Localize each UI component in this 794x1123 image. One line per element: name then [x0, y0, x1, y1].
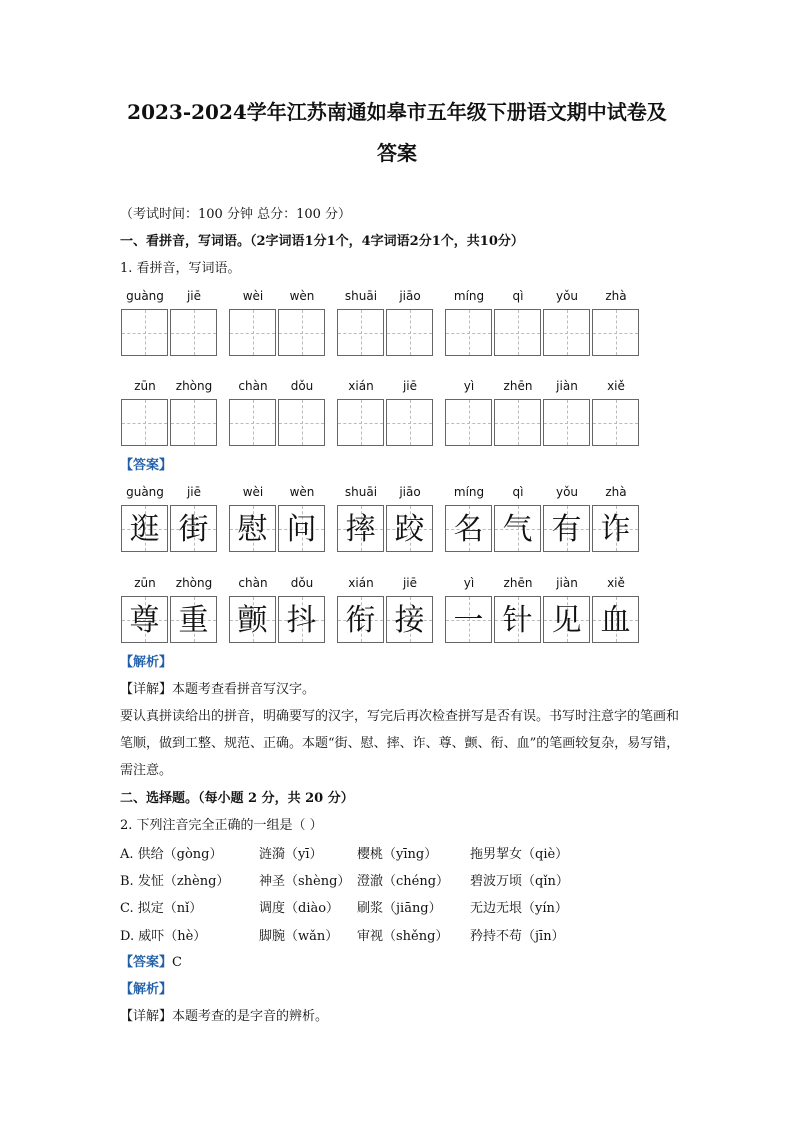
- question-1: 1. 看拼音，写词语。: [120, 261, 241, 276]
- answer-pinyin-0-8: yǒu: [555, 485, 579, 499]
- answer-char-0-1: 街: [178, 512, 209, 547]
- question-pinyin-0-5: jiāo: [399, 289, 421, 303]
- question-cell-0-6[interactable]: [445, 309, 492, 356]
- question-cell-1-5[interactable]: [386, 399, 433, 446]
- answer-cell-0-2: [229, 505, 276, 552]
- answer-cell-1-6: [445, 596, 492, 643]
- answer-cell-1-2: [229, 596, 276, 643]
- question-cell-0-8[interactable]: [543, 309, 590, 356]
- answer-char-0-0: 逛: [129, 512, 160, 547]
- answer-char-1-7: 针: [502, 603, 533, 638]
- answer-char-1-6: 一: [453, 603, 484, 638]
- answer-cell-1-7: [494, 596, 541, 643]
- question-pinyin-1-9: xiě: [607, 379, 625, 393]
- answer-pinyin-1-3: dǒu: [290, 576, 314, 590]
- answer-pinyin-0-1: jiē: [186, 485, 202, 499]
- question-pinyin-1-1: zhòng: [175, 379, 213, 393]
- question-pinyin-0-3: wèn: [289, 289, 315, 303]
- answer-tag-1: 【答案】: [120, 458, 173, 473]
- question-cell-1-2[interactable]: [229, 399, 276, 446]
- question-pinyin-1-3: dǒu: [290, 379, 314, 393]
- answer-char-1-0: 尊: [129, 603, 160, 638]
- answer-pinyin-1-6: yì: [463, 576, 475, 590]
- answer-pinyin-0-5: jiāo: [399, 485, 421, 499]
- question-pinyin-0-4: shuāi: [344, 289, 378, 303]
- section2-heading: 二、选择题。（每小题 2 分，共 20 分）: [120, 791, 354, 806]
- question-pinyin-0-2: wèi: [242, 289, 264, 303]
- answer-cell-0-1: [170, 505, 217, 552]
- answer-cell-1-9: [592, 596, 639, 643]
- section1-heading: 一、看拼音，写词语。（2字词语1分1个，4字词语2分1个，共10分）: [120, 234, 524, 249]
- detail-2: 【详解】本题考查的是字音的辨析。: [120, 1009, 329, 1024]
- question-cell-1-4[interactable]: [337, 399, 384, 446]
- option-B-item-0: B. 发怔（zhèng）: [120, 874, 230, 889]
- question-cell-0-4[interactable]: [337, 309, 384, 356]
- analysis-tag-1: 【解析】: [120, 655, 173, 670]
- question-pinyin-1-6: yì: [463, 379, 475, 393]
- answer-cell-0-0: [121, 505, 168, 552]
- option-B-item-3: 碧波万顷（qǐn）: [470, 874, 569, 889]
- option-A-item-0: A. 供给（gòng）: [120, 847, 223, 862]
- answer-pinyin-1-1: zhòng: [175, 576, 213, 590]
- answer-char-1-1: 重: [178, 603, 209, 638]
- answer-pinyin-0-2: wèi: [242, 485, 264, 499]
- answer-cell-0-7: [494, 505, 541, 552]
- answer-cell-1-4: [337, 596, 384, 643]
- answer-cell-0-6: [445, 505, 492, 552]
- answer-pinyin-1-2: chàn: [238, 576, 268, 590]
- question-cell-0-1[interactable]: [170, 309, 217, 356]
- question-pinyin-0-7: qì: [512, 289, 524, 303]
- option-A-item-2: 樱桃（yīng）: [357, 847, 438, 862]
- answer-char-1-2: 颤: [237, 603, 268, 638]
- question-pinyin-0-6: míng: [453, 289, 485, 303]
- question-pinyin-0-0: guàng: [126, 289, 164, 303]
- document-title-line2: 答案: [377, 141, 417, 165]
- question-pinyin-0-8: yǒu: [555, 289, 579, 303]
- question-pinyin-1-8: jiàn: [556, 379, 578, 393]
- question-cell-0-5[interactable]: [386, 309, 433, 356]
- answer-pinyin-1-8: jiàn: [556, 576, 578, 590]
- detail-1: 【详解】本题考查看拼音写汉字。: [120, 682, 316, 697]
- option-D-item-1: 脚腕（wǎn）: [259, 929, 339, 944]
- question-pinyin-0-1: jiē: [186, 289, 202, 303]
- question-pinyin-1-2: chàn: [238, 379, 268, 393]
- answer-cell-0-5: [386, 505, 433, 552]
- analysis-tag-2: 【解析】: [120, 982, 173, 997]
- answer-pinyin-1-7: zhēn: [503, 576, 533, 590]
- option-C-item-0: C. 拟定（nǐ）: [120, 901, 203, 916]
- question-cell-1-7[interactable]: [494, 399, 541, 446]
- question-cell-1-6[interactable]: [445, 399, 492, 446]
- option-D-item-0: D. 威吓（hè）: [120, 929, 207, 944]
- answer-char-0-9: 诈: [600, 512, 631, 547]
- question-pinyin-1-0: zūn: [134, 379, 156, 393]
- answer-pinyin-1-9: xiě: [607, 576, 625, 590]
- answer-cell-0-4: [337, 505, 384, 552]
- answer-pinyin-1-4: xián: [348, 576, 374, 590]
- question-pinyin-0-9: zhà: [605, 289, 627, 303]
- answer-pinyin-0-6: míng: [453, 485, 485, 499]
- question-pinyin-1-7: zhēn: [503, 379, 533, 393]
- detail-body-1: 要认真拼读给出的拼音，明确要写的汉字，写完后再次检查拼写是否有误。书写时注意字的笔画和笔顺，做到工整、规范、正确。本题“街、慰、摔、诈、尊、颤、衔、血”的笔画较复杂，易写错，需注意。: [120, 709, 680, 778]
- answer-pinyin-0-0: guàng: [126, 485, 164, 499]
- question-cell-0-0[interactable]: [121, 309, 168, 356]
- answer-tag-2: 【答案】: [120, 955, 173, 970]
- question-cell-1-1[interactable]: [170, 399, 217, 446]
- answer-cell-0-9: [592, 505, 639, 552]
- answer-char-1-8: 见: [551, 603, 582, 638]
- question-cell-0-3[interactable]: [278, 309, 325, 356]
- option-C-item-2: 刷浆（jiāng）: [357, 901, 442, 916]
- question-cell-0-9[interactable]: [592, 309, 639, 356]
- answer-pinyin-0-7: qì: [512, 485, 524, 499]
- question-cell-0-7[interactable]: [494, 309, 541, 356]
- answer-char-0-3: 问: [286, 512, 317, 547]
- answer-char-1-5: 接: [394, 603, 425, 638]
- option-A-item-3: 拖男挈女（qiè）: [470, 847, 569, 862]
- answer-pinyin-0-9: zhà: [605, 485, 627, 499]
- answer-char-0-4: 摔: [345, 512, 376, 547]
- option-A-item-1: 涟漪（yī）: [259, 847, 323, 862]
- option-B-item-2: 澄澈（chéng）: [357, 874, 450, 889]
- answer-char-0-7: 气: [502, 512, 533, 547]
- answer-cell-1-8: [543, 596, 590, 643]
- answer-char-1-4: 衔: [345, 603, 376, 638]
- answer-char-0-6: 名: [453, 512, 484, 547]
- answer-pinyin-1-5: jiē: [402, 576, 418, 590]
- answer-char-1-9: 血: [600, 603, 631, 638]
- option-C-item-1: 调度（diào）: [259, 901, 340, 916]
- answer-cell-1-3: [278, 596, 325, 643]
- option-D-item-3: 矜持不苟（jīn）: [470, 929, 565, 944]
- exam-info: （考试时间：100 分钟 总分：100 分）: [120, 207, 352, 222]
- answer-cell-1-5: [386, 596, 433, 643]
- answer-pinyin-1-0: zūn: [134, 576, 156, 590]
- question-cell-0-2[interactable]: [229, 309, 276, 356]
- answer-cell-1-0: [121, 596, 168, 643]
- option-B-item-1: 神圣（shèng）: [259, 874, 351, 889]
- option-D-item-2: 审视（shěng）: [357, 929, 449, 944]
- question-cell-1-0[interactable]: [121, 399, 168, 446]
- document-title-line1: 2023-2024学年江苏南通如皋市五年级下册语文期中试卷及: [127, 100, 667, 124]
- question-cell-1-3[interactable]: [278, 399, 325, 446]
- answer-value-2: C: [172, 955, 182, 970]
- question-cell-1-8[interactable]: [543, 399, 590, 446]
- answer-char-0-5: 跤: [394, 512, 425, 547]
- question-cell-1-9[interactable]: [592, 399, 639, 446]
- answer-cell-0-3: [278, 505, 325, 552]
- answer-char-0-2: 慰: [237, 512, 268, 547]
- answer-cell-1-1: [170, 596, 217, 643]
- question-pinyin-1-4: xián: [348, 379, 374, 393]
- answer-pinyin-0-4: shuāi: [344, 485, 378, 499]
- answer-2: [120, 952, 182, 974]
- answer-char-1-3: 抖: [286, 603, 317, 638]
- option-C-item-3: 无边无垠（yín）: [470, 901, 568, 916]
- question-2: 2. 下列注音完全正确的一组是（ ）: [120, 818, 323, 833]
- answer-cell-0-8: [543, 505, 590, 552]
- answer-char-0-8: 有: [551, 512, 582, 547]
- question-pinyin-1-5: jiē: [402, 379, 418, 393]
- answer-pinyin-0-3: wèn: [289, 485, 315, 499]
